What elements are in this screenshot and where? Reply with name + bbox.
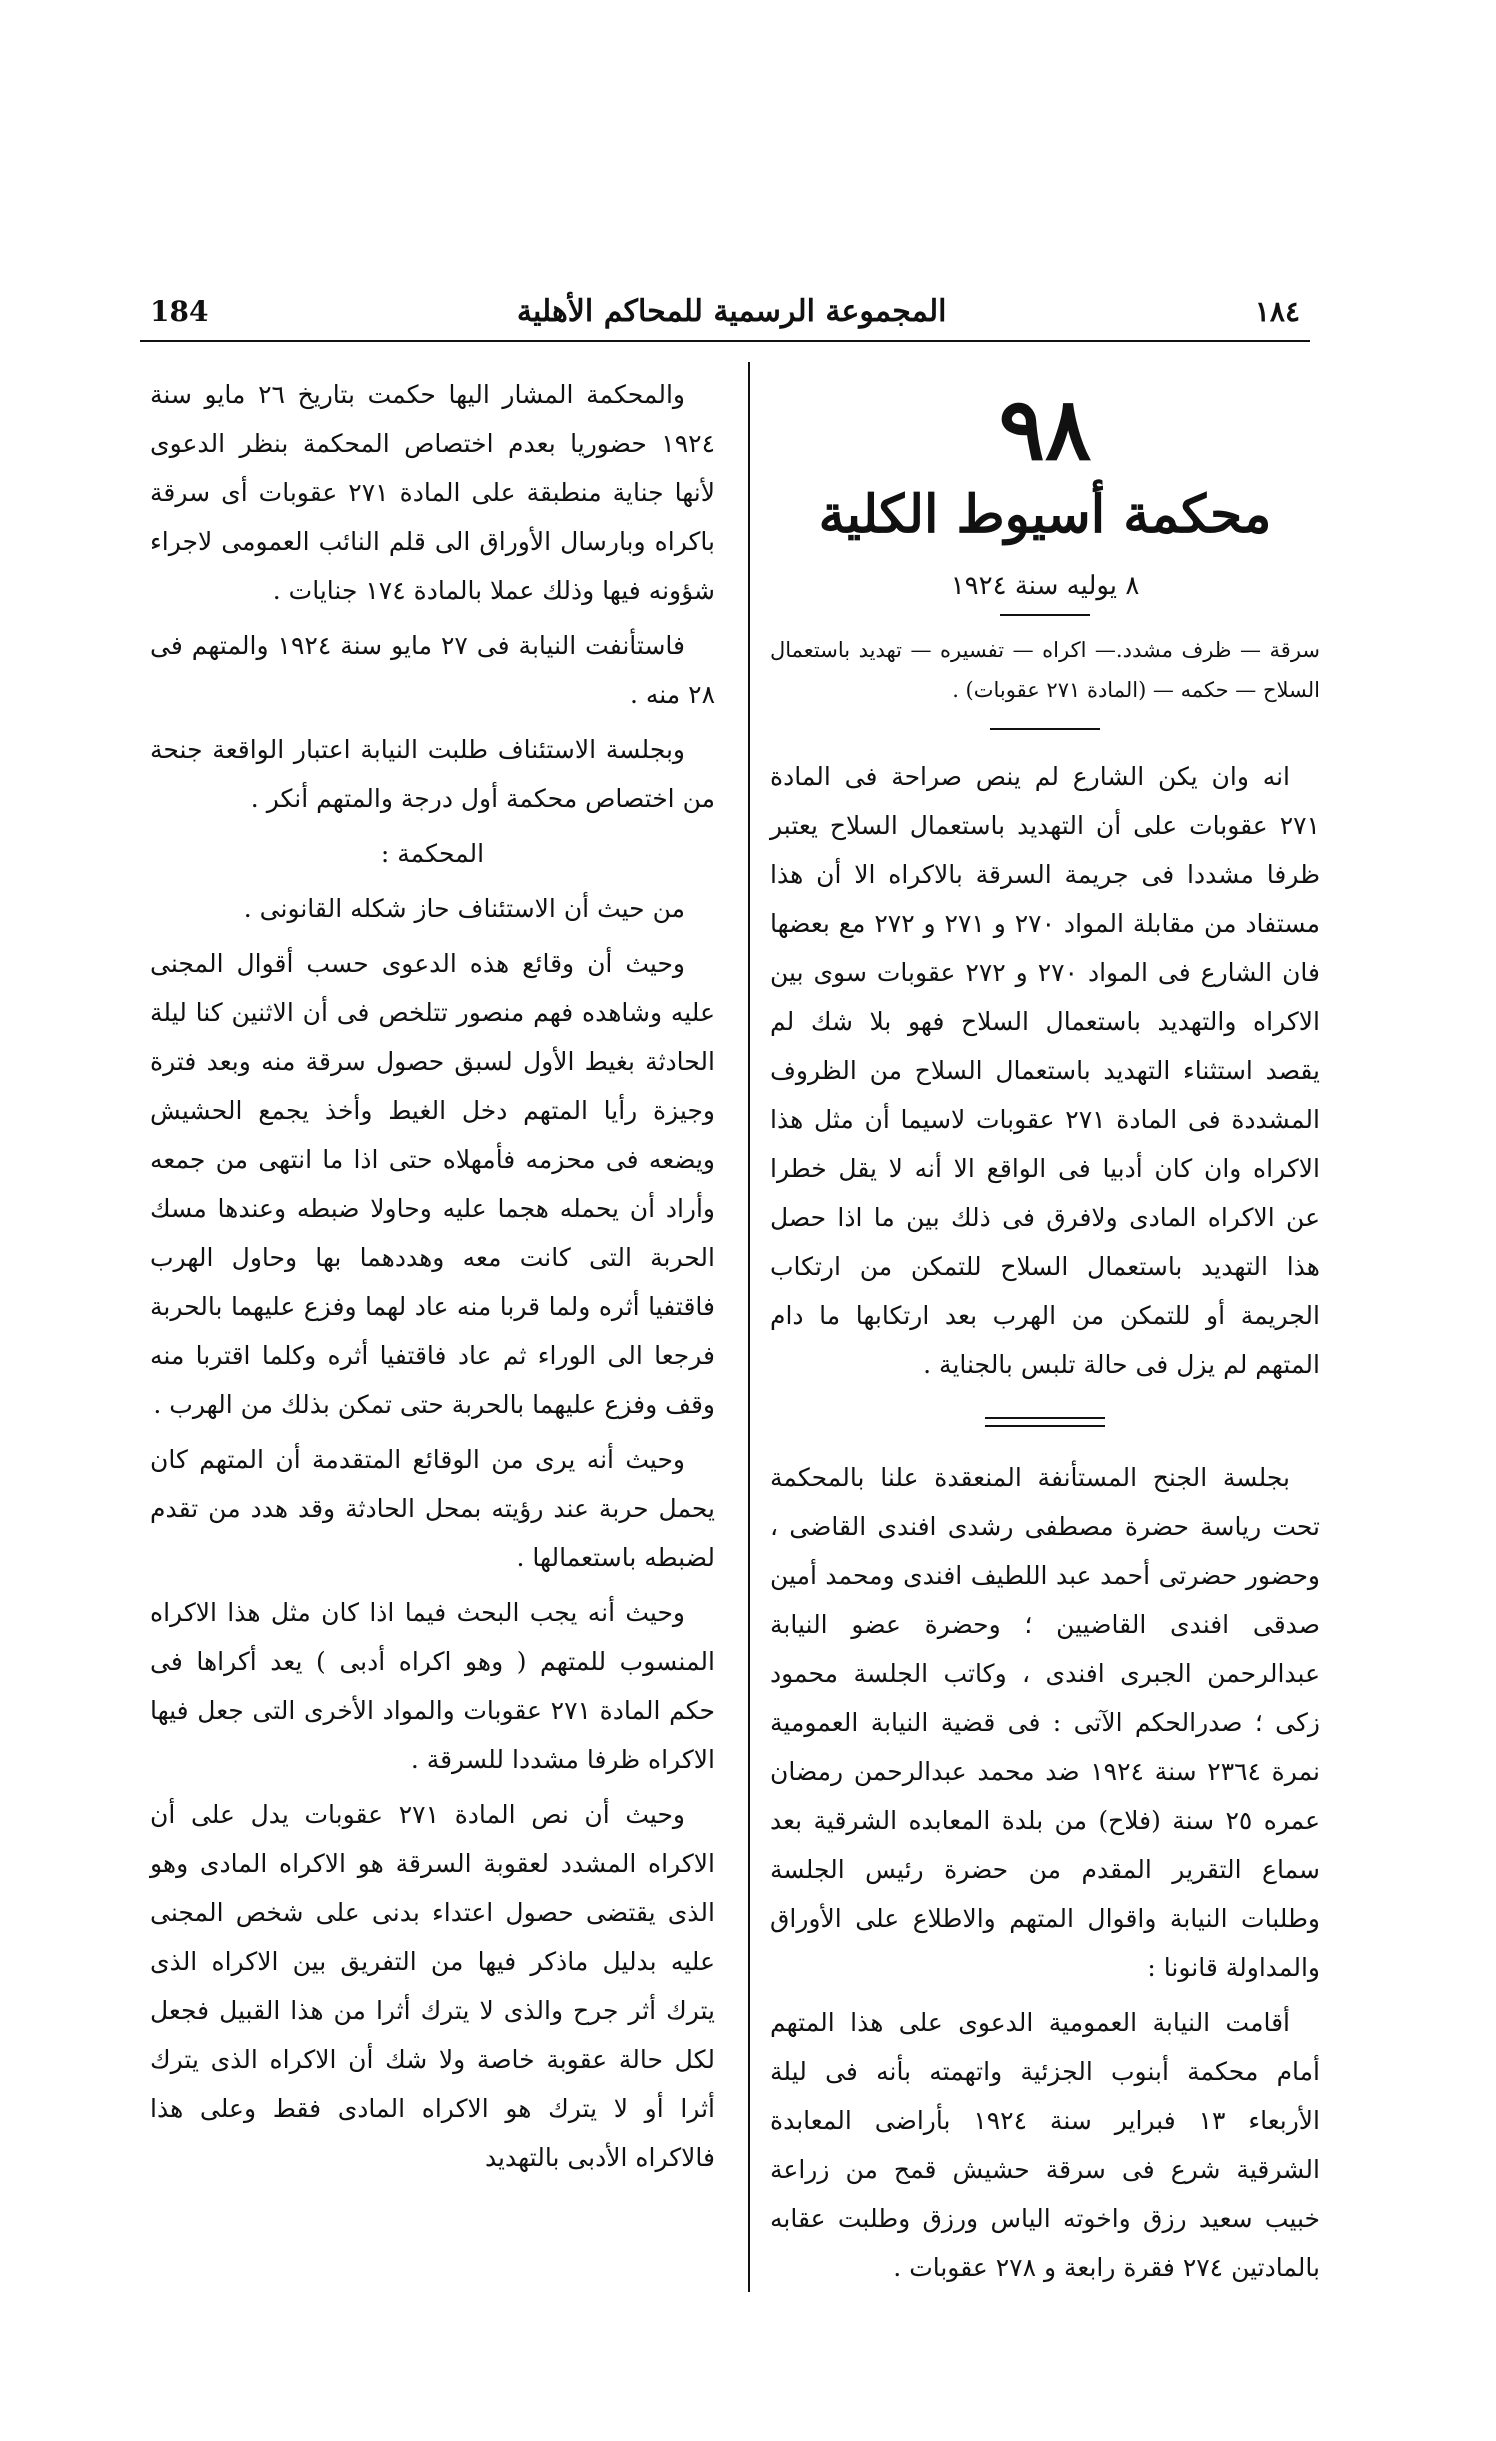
right-column — [770, 370, 1320, 2298]
session-paragraph: بجلسة الجنح المستأنفة المنعقدة علنا بالمحكمة تحت رياسة حضرة مصطفى رشدى افندى القاضى ، وحضور حضرتى أحمد عبد اللطيف افندى ومحمد أمين صدقى افندى القاضيين ؛ وحضرة عضو النيابة عبدالرحمن الجبرى افندى ، وكاتب الجلسة محمود زكى ؛ صدرالحكم الآتى : فى قضية النيابة العمومية نمرة ٢٣٦٤ سنة ١٩٢٤ ضد محمد عبدالرحمن رمضان عمره ٢٥ سنة (فلاح) من بلدة المعابده الشرقية بعد سماع التقرير المقدم من حضرة رئيس الجلسة وطلبات النيابة واقوال المتهم والاطلاع على الأوراق والمداولة قانونا : — [770, 1463, 1320, 1982]
court-name: محكمة أسيوط الكلية — [818, 484, 1272, 545]
date-rule — [1000, 614, 1090, 616]
page-number-latin: 184 — [150, 294, 209, 328]
paragraph-1: والمحكمة المشار اليها حكمت بتاريخ ٢٦ مايو سنة ١٩٢٤ حضوريا بعدم اختصاص المحكمة بنظر الدعوى لأنها جناية منطبقة على المادة ٢٧١ عقوبات أى سرقة باكراه وبارسال الأوراق الى قلم النائب العمومى لاجراء شؤونه فيها وذلك عملا بالمادة ١٧٤ جنايات . — [150, 380, 716, 605]
paragraph-7: وحيث أنه يجب البحث فيما اذا كان مثل هذا الاكراه المنسوب للمتهم ( وهو اكراه أدبى ) يعد أكراها فى حكم المادة ٢٧١ عقوبات والمواد الأخرى التى جعل فيها الاكراه ظرفا مشددا للسرقة . — [150, 1598, 716, 1774]
paragraph-5: وحيث أن وقائع هذه الدعوى حسب أقوال المجنى عليه وشاهده فهم منصور تتلخص فى أن الاثنين كنا ليلة الحادثة بغيط الأول لسبق حصول سرقة منه وبعد فترة وجيزة رأيا المتهم دخل الغيط وأخذ يجمع الحشيش ويضعه فى محزمه فأمهلاه حتى اذا ما انتهى من جمعه وأراد أن يحمله هجما عليه وحاولا ضبطه وعندها مسك الحربة التى كانت معه وهددهما بها وحاول الهرب فاقتفيا أثره ولما قربا منه عاد لهما وفزع عليهما بالحربة فرجعا الى الوراء ثم عاد فاقتفيا أثره وكلما اقتربا منه وقف وفزع عليهما بالحربة حتى تمكن بذلك من الهرب . — [150, 949, 715, 1419]
left-column — [150, 370, 715, 2188]
header-rule — [140, 340, 1310, 342]
running-title: المجموعة الرسمية للمحاكم الأهلية — [516, 293, 947, 329]
column-divider — [748, 362, 750, 2292]
paragraph-2: فاستأنفت النيابة فى ٢٧ مايو سنة ١٩٢٤ والمتهم فى ٢٨ منه . — [150, 631, 715, 709]
page-header — [150, 286, 1300, 336]
judgment-date: ٨ يوليه سنة ١٩٢٤ — [950, 571, 1140, 601]
case-number: ٩٨ — [998, 379, 1092, 480]
paragraph-8: وحيث أن نص المادة ٢٧١ عقوبات يدل على أن الاكراه المشدد لعقوبة السرقة هو الاكراه المادى وهو الذى يقتضى حصول اعتداء بدنى على شخص المجنى عليه بدليل ماذكر فيها من التفريق بين الاكراه الذى يترك أثر جرح والذى لا يترك أثرا من هذا القبيل فجعل لكل حالة عقوبة خاصة ولا شك أن الاكراه الذى يترك أثرا أو لا يترك هو الاكراه المادى فقط وعلى هذا فالاكراه الأدبى بالتهديد — [150, 1800, 715, 2172]
paragraph-3: وبجلسة الاستئناف طلبت النيابة اعتبار الواقعة جنحة من اختصاص محكمة أول درجة والمتهم أنكر . — [150, 735, 715, 813]
page-number-arabic: ١٨٤ — [1254, 294, 1300, 328]
legal-principle: انه وان يكن الشارع لم ينص صراحة فى المادة ٢٧١ عقوبات على أن التهديد باستعمال السلاح يعتبر ظرفا مشددا فى جريمة السرقة بالاكراه الا أن هذا مستفاد من مقابلة المواد ٢٧٠ و ٢٧١ و ٢٧٢ مع بعضها فان الشارع فى المواد ٢٧٠ و ٢٧٢ عقوبات سوى بين الاكراه والتهديد باستعمال السلاح فهو بلا شك لم يقصد استثناء التهديد باستعمال السلاح من الظروف المشددة فى المادة ٢٧١ عقوبات لاسيما أن مثل هذا الاكراه وان كان أدبيا فى الواقع الا أنه لا يقل خطرا عن الاكراه المادى ولافرق فى ذلك بين ما اذا حصل هذا التهديد باستعمال السلاح للتمكن من ارتكاب الجريمة أو للتمكن من الهرب بعد ارتكابها ما دام المتهم لم يزل فى حالة تلبس بالجناية . — [770, 762, 1321, 1379]
facts-paragraph: أقامت النيابة العمومية الدعوى على هذا المتهم أمام محكمة أبنوب الجزئية واتهمته بأنه فى ليلة الأربعاء ١٣ فبراير سنة ١٩٢٤ بأراضى المعابدة الشرقية شرع فى سرقة حشيش قمح من زراعة خبيب سعيد رزق واخوته الياس ورزق وطلبت عقابه بالمادتين ٢٧٤ فقرة رابعة و ٢٧٨ عقوبات . — [770, 2008, 1320, 2282]
section-double-rule — [985, 1417, 1105, 1427]
court-heading: المحكمة : — [380, 839, 485, 868]
keywords-rule — [990, 728, 1100, 730]
keywords: سرقة — ظرف مشدد.— اكراه — تفسيره — تهديد باستعمال السلاح — حكمه — (المادة ٢٧١ عقوبات) . — [770, 638, 1320, 702]
paragraph-4: من حيث أن الاستئناف حاز شكله القانونى . — [243, 894, 685, 923]
paragraph-6: وحيث أنه يرى من الوقائع المتقدمة أن المتهم كان يحمل حربة عند رؤيته بمحل الحادثة وقد هدد من تقدم لضبطه باستعمالها . — [150, 1445, 715, 1572]
